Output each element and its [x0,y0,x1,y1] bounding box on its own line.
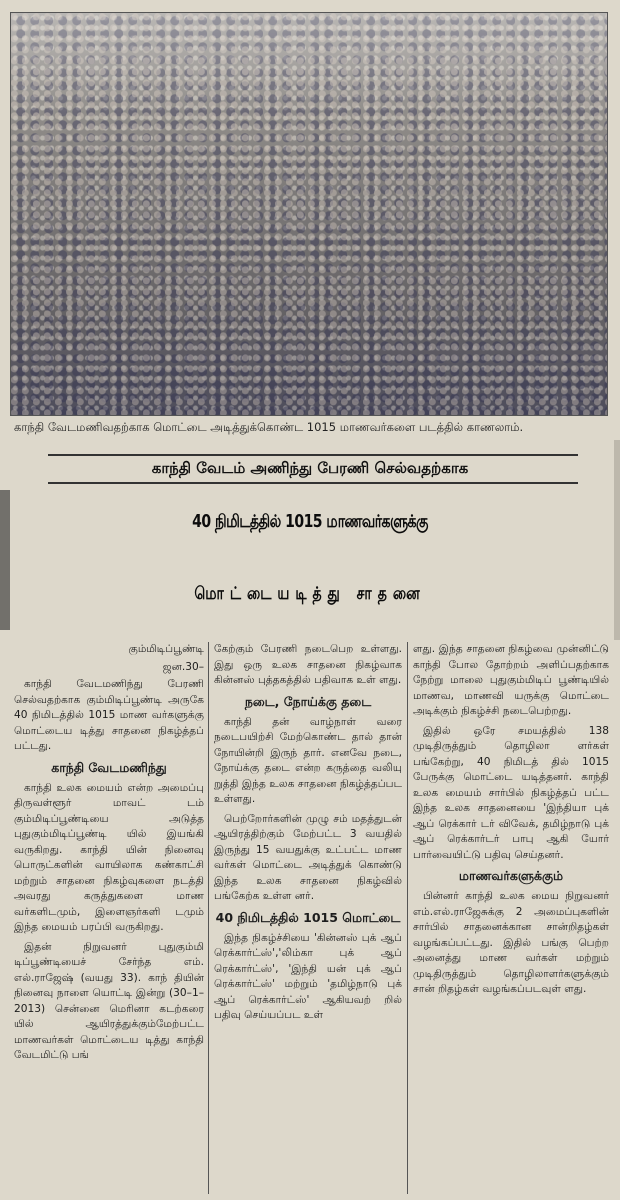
paragraph: பெற்றோர்களின் முழு சம் மதத்துடன் ஆயிரத்திற்கும் மேற்பட்ட 3 வயதில் இருந்து 15 வயதுக்கு உட்பட்ட மாண வர்கள் மொட்டை அடித்துக் கொண்டு இந்த உலக சாதனை நிகழ்வில் பங்கேற்க உள்ள னர். [214,812,402,902]
subheading-gandhi-costume: காந்தி வேடமணிந்து [51,759,167,775]
paragraph: கேற்கும் பேரணி நடைபெற உள்ளது. இது ஒரு உலக சாதனை நிகழ்வாக கின்னஸ் புத்தகத்தில் பதிவாக உள் ளது. [214,643,402,686]
kicker-headline: காந்தி வேடம் அணிந்து பேரணி செல்வதற்காக [151,459,469,477]
subheading-walk: நடை, நோய்க்கு தடை [244,693,372,709]
dateline-place: கும்மிடிப்பூண்டி [128,643,204,655]
dateline-date: ஜன.30– [162,660,204,673]
headline-line-1: 40 நிமிடத்தில் 1015 மாணவர்களுக்கு [192,512,428,532]
article-column-2 [214,642,402,1194]
column-divider [208,642,209,1194]
adjacent-article-edge [614,440,620,640]
paragraph: பின்னர் காந்தி உலக மைய நிறுவனர் எம்.எல்.ராஜேசுக்கு 2 அமைப்புகளின் சார்பில் சாதனைக்கான சான்றிதழ்கள் வழங்கப்பட்டது. இதில் பங்கு பெற்ற அனைத்து மாண வர்கள் மற்றும் முடிதிருத்தும் தொழிலாளர்களுக்கும் சான் றிதழ்கள் வழங்கப்படவுள் ளது. [413,890,609,995]
paragraph: ளது. இந்த சாதனை நிகழ்வை முன்னிட்டு காந்தி போல தோற்றம் அளிப்பதற்காக நேற்று மாலை புதுகும்மிடிப் பூண்டியில் மாணவ, மாணவி யருக்கு மொட்டை அடிக்கும் நிகழ்ச்சி நடைபெற்றது. [413,643,609,717]
photo-caption: காந்தி வேடமணிவதற்காக மொட்டை அடித்துக்கொண்ட 1015 மாணவர்களை படத்தில் காணலாம். [14,420,524,434]
subheading-students: மாணவர்களுக்கும் [458,868,564,883]
photo-shading [11,13,607,415]
lead-paragraph: காந்தி வேடமணிந்து பேரணி செல்வதற்காக கும்மிடிப்பூண்டி அருகே 40 நிமிடத்தில் 1015 மாண வர்களுக்கு மொட்டைய டித்து சாதனை நிகழ்த்தப் பட்டது. [14,678,204,752]
paragraph: காந்தி உலக மையம் என்ற அமைப்பு திருவள்ளூர் மாவட் டம் கும்மிடிப்பூண்டியை அடுத்த புதுகும்மிடிப்பூண்டி யில் இயங்கி வருகிறது. காந்தி யின் நினைவு பொருட்களின் வாயிலாக கண்காட்சி மற்றும் சாதனை நிகழ்வுகளை நடத்தி அவரது கருத்துகளை மாண வர்களிடமும், இளைஞர்களி டமும் இந்த மையம் பரப்பி வருகிறது. [14,781,204,933]
paragraph: இதன் நிறுவனர் புதுகும்மி டிப்பூண்டியைச் சேர்ந்த எம். எல்.ராஜேஷ் (வயது 33). காந் தியின் நினைவு நாளை யொட்டி இன்று (30–1–2013) சென்னை மெரினா கடற்கரை யில் ஆயிரத்துக்கும்மேற்பட்ட மாணவர்கள் மொட்டைய டித்து காந்தி வேடமிட்டு பங் [14,940,204,1061]
paragraph: இந்த நிகழ்ச்சியை 'கின்னஸ் புக் ஆப் ரெக்கார்ட்ஸ்','லிம்கா புக் ஆப் ரெக்கார்ட்ஸ்', 'இந்தி யன் புக் ஆப் ரெக்கார்ட்ஸ்' மற்றும் 'தமிழ்நாடு புக் ஆப் ரெக்கார்ட்ஸ்' ஆகியவற் றில் பதிவு செய்யப்பட உள் [214,931,402,1021]
article-column-3 [413,642,609,1194]
headline-line-2: மொட்டையடித்து சாதனை [194,584,426,604]
subheading-40-minutes: 40 நிமிடத்தில் 1015 மொட்டை [215,909,401,925]
paragraph: இதில் ஒரே சமயத்தில் 138 முடிதிருத்தும் தொழிலா ளர்கள் பங்கேற்று, 40 நிமிடத் தில் 1015 பேருக்கு மொட்டை யடித்தனர். காந்தி உலக மையம் சார்பில் நிகழ்த்தப் பட்ட இந்த உலக சாதனையை 'இந்தியா புக் ஆப் ரெக்கார் டர் விவேக், தமிழ்நாடு புக் ஆப் ரெக்கார்டர் பாபு ஆகி யோர் பார்வையிட்டு பதிவு செய்தனர். [413,724,609,861]
kicker-top-rule [48,454,578,456]
crowd-photo [10,12,608,416]
article-column-1 [14,642,204,1194]
paragraph: காந்தி தன் வாழ்நாள் வரை நடைபயிற்சி மேற்கொண்ட தால் தான் நோயின்றி இருந் தார். எனவே நடை, நோய்க்கு தடை என்ற கருத்தை வலியு றுத்தி இந்த உலக சாதனை நிகழ்த்தப்பட உள்ளது. [214,715,402,805]
kicker-bottom-rule [48,482,578,484]
column-divider [407,642,408,1194]
